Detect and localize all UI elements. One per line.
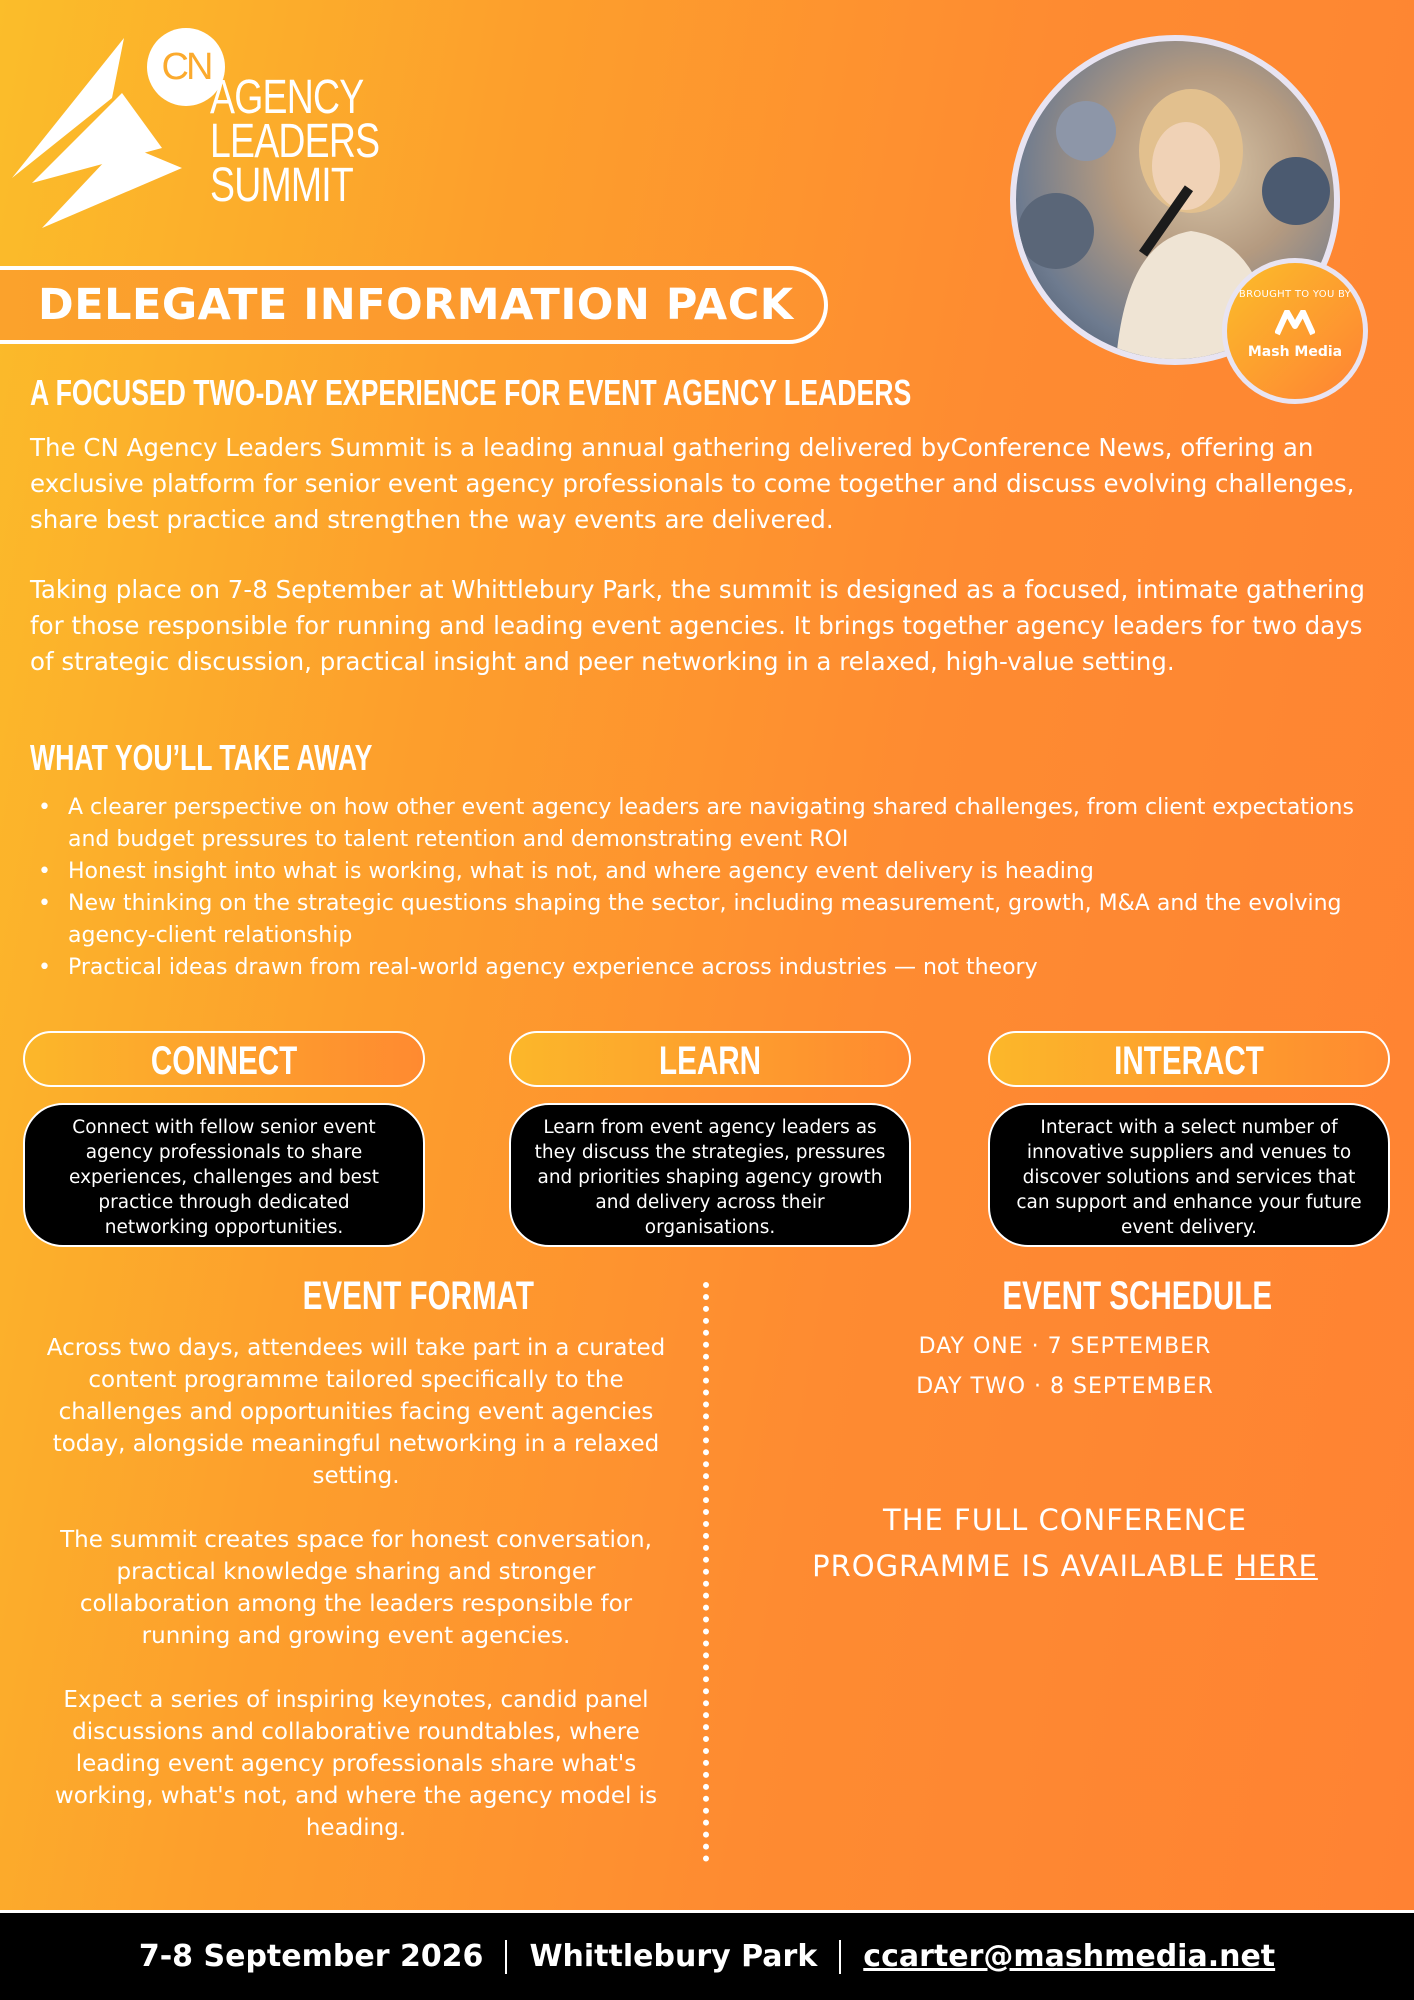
learn-card: Learn from event agency leaders as they discuss the strategies, pressures and priorities shaping agency growth and delivery across their organisations. <box>509 1103 911 1247</box>
format-paragraph-3: Expect a series of inspiring keynotes, candid panel discussions and collaborative roundtables, where leading event agency professionals share what's working, what's not, and where the agency model is heading. <box>54 1687 658 1841</box>
event-schedule-heading: EVENT SCHEDULE <box>1002 1274 1273 1318</box>
learn-tab <box>509 1031 911 1087</box>
format-paragraph-1: Across two days, attendees will take part in a curated content programme tailored specifically to the challenges and opportunities facing event agencies today, alongside meaningful networking in a relaxed setting. <box>46 1335 666 1489</box>
column-divider <box>703 1282 709 1862</box>
cn-badge: CN <box>147 28 225 106</box>
interact-card: Interact with a select number of innovative suppliers and venues to discover solutions and services that can support and enhance your future event delivery. <box>988 1103 1390 1247</box>
footer-email-link[interactable]: ccarter@mashmedia.net <box>863 1939 1276 1974</box>
connect-title: CONNECT <box>150 1039 298 1083</box>
event-format-heading: EVENT FORMAT <box>302 1274 534 1318</box>
page-title: DELEGATE INFORMATION PACK <box>38 280 794 330</box>
logo-line-leaders: LEADERS <box>210 115 380 168</box>
intro-paragraph-2: Taking place on 7-8 September at Whittlebury Park, the summit is designed as a focused, intimate gathering for those responsible for running and leading event agencies. It brings together agency leaders for two days of strategic discussion, practical insight and peer networking in a relaxed, high-value setting. <box>30 575 1365 676</box>
mash-media-m-icon <box>1227 310 1363 340</box>
footer-separator <box>839 1940 841 1974</box>
page-title-banner <box>0 266 828 344</box>
schedule-day-two: DAY TWO · 8 SEPTEMBER <box>916 1374 1214 1399</box>
footer-dates: 7-8 September 2026 <box>138 1939 484 1974</box>
list-item: • Honest insight into what is working, what is not, and where agency event delivery is heading <box>68 856 1388 888</box>
brought-to-you-by-badge <box>1222 258 1368 404</box>
programme-notice <box>760 1497 1370 1589</box>
interact-title: INTERACT <box>1114 1039 1264 1083</box>
intro-heading: A FOCUSED TWO-DAY EXPERIENCE FOR EVENT AGENCY LEADERS <box>30 372 912 413</box>
programme-line-2 <box>760 1543 1370 1589</box>
takeaway-list <box>38 792 1388 984</box>
takeaway-heading: WHAT YOU’LL TAKE AWAY <box>30 737 373 778</box>
connect-tab <box>23 1031 425 1087</box>
list-item: • Practical ideas drawn from real-world agency experience across industries — not theory <box>68 952 1388 984</box>
interact-tab <box>988 1031 1390 1087</box>
footer-bar <box>0 1910 1414 2000</box>
logo-line-agency: AGENCY <box>210 71 364 124</box>
connect-card: Connect with fellow senior event agency professionals to share experiences, challenges and best practice through dedicated networking opportunities. <box>23 1103 425 1247</box>
schedule-day-one: DAY ONE · 7 SEPTEMBER <box>918 1334 1212 1359</box>
list-item: • New thinking on the strategic questions shaping the sector, including measurement, growth, M&A and the evolving agency-client relationship <box>68 888 1388 952</box>
mash-media-brand: Mash Media <box>1247 344 1343 360</box>
footer-separator <box>505 1940 507 1974</box>
logo-line-summit: SUMMIT <box>210 159 353 212</box>
logo-wordmark <box>210 71 380 212</box>
programme-line-2-text: PROGRAMME IS AVAILABLE <box>812 1549 1226 1583</box>
learn-title: LEARN <box>659 1039 761 1083</box>
list-item: • A clearer perspective on how other event agency leaders are navigating shared challenges, from client expectations and budget pressures to talent retention and demonstrating event ROI <box>68 792 1388 856</box>
brought-by-label: BROUGHT TO YOU BY <box>1238 289 1352 300</box>
programme-here-link[interactable]: HERE <box>1235 1549 1318 1583</box>
intro-paragraph-1: The CN Agency Leaders Summit is a leading annual gathering delivered byConference News, offering an exclusive platform for senior event agency professionals to come together and discuss evolving challenges, share best practice and strengthen the way events are delivered. <box>30 433 1355 534</box>
footer-venue: Whittlebury Park <box>529 1939 818 1974</box>
summit-logo <box>12 28 380 238</box>
programme-line-1: THE FULL CONFERENCE <box>882 1503 1247 1537</box>
format-paragraph-2: The summit creates space for honest conversation, practical knowledge sharing and stronger collaboration among the leaders responsible for running and growing event agencies. <box>60 1527 652 1649</box>
